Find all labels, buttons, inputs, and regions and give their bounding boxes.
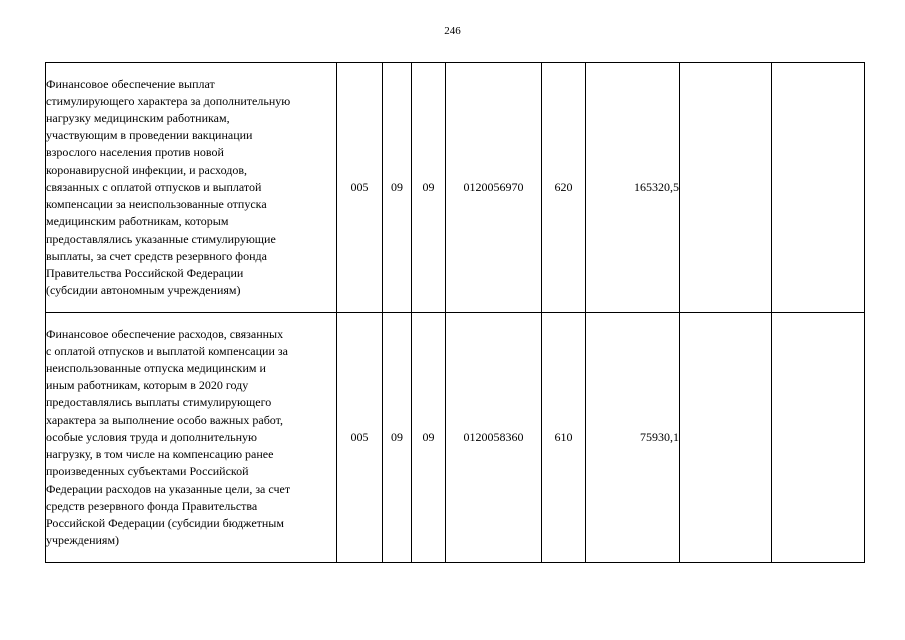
ministry-code: 005 [337, 63, 383, 313]
empty-cell [680, 63, 772, 313]
ministry-code: 005 [337, 313, 383, 563]
table-row [46, 63, 865, 313]
subsection-code: 09 [412, 63, 446, 313]
subsection-code: 09 [412, 313, 446, 563]
row-description: Финансовое обеспечение расходов, связанных с оплатой отпусков и выплатой компенсации за неиспользованные отпуска медицинским и иным работникам, которым в 2020 году предоставлялись выплаты стимулирующего характера за выполнение особо важных работ, особые условия труда и дополнительную нагрузку, в том числе на компенсацию ранее произведенных субъектами Российской Федерации расходов на указанные цели, за счет средств резервного фонда Правительства Российской Федерации (субсидии бюджетным учреждениям) [46, 313, 337, 563]
section-code: 09 [383, 313, 412, 563]
empty-cell [680, 313, 772, 563]
row-description: Финансовое обеспечение выплат стимулирующего характера за дополнительную нагрузку медицинским работникам, участвующим в проведении вакцинации взрослого населения против новой коронавирусной инфекции, и расходов, связанных с оплатой отпусков и выплатой компенсации за неиспользованные отпуска медицинским работникам, которым предоставлялись указанные стимулирующие выплаты, за счет средств резервного фонда Правительства Российской Федерации (субсидии автономным учреждениям) [46, 63, 337, 313]
expense-type-code: 620 [542, 63, 586, 313]
page-number: 246 [444, 25, 461, 37]
target-article-code: 0120058360 [446, 313, 542, 563]
budget-table [45, 62, 865, 563]
table-row [46, 313, 865, 563]
empty-cell [772, 313, 865, 563]
expense-type-code: 610 [542, 313, 586, 563]
section-code: 09 [383, 63, 412, 313]
empty-cell [772, 63, 865, 313]
target-article-code: 0120056970 [446, 63, 542, 313]
amount-cell: 165320,5 [586, 63, 680, 313]
amount-cell: 75930,1 [586, 313, 680, 563]
